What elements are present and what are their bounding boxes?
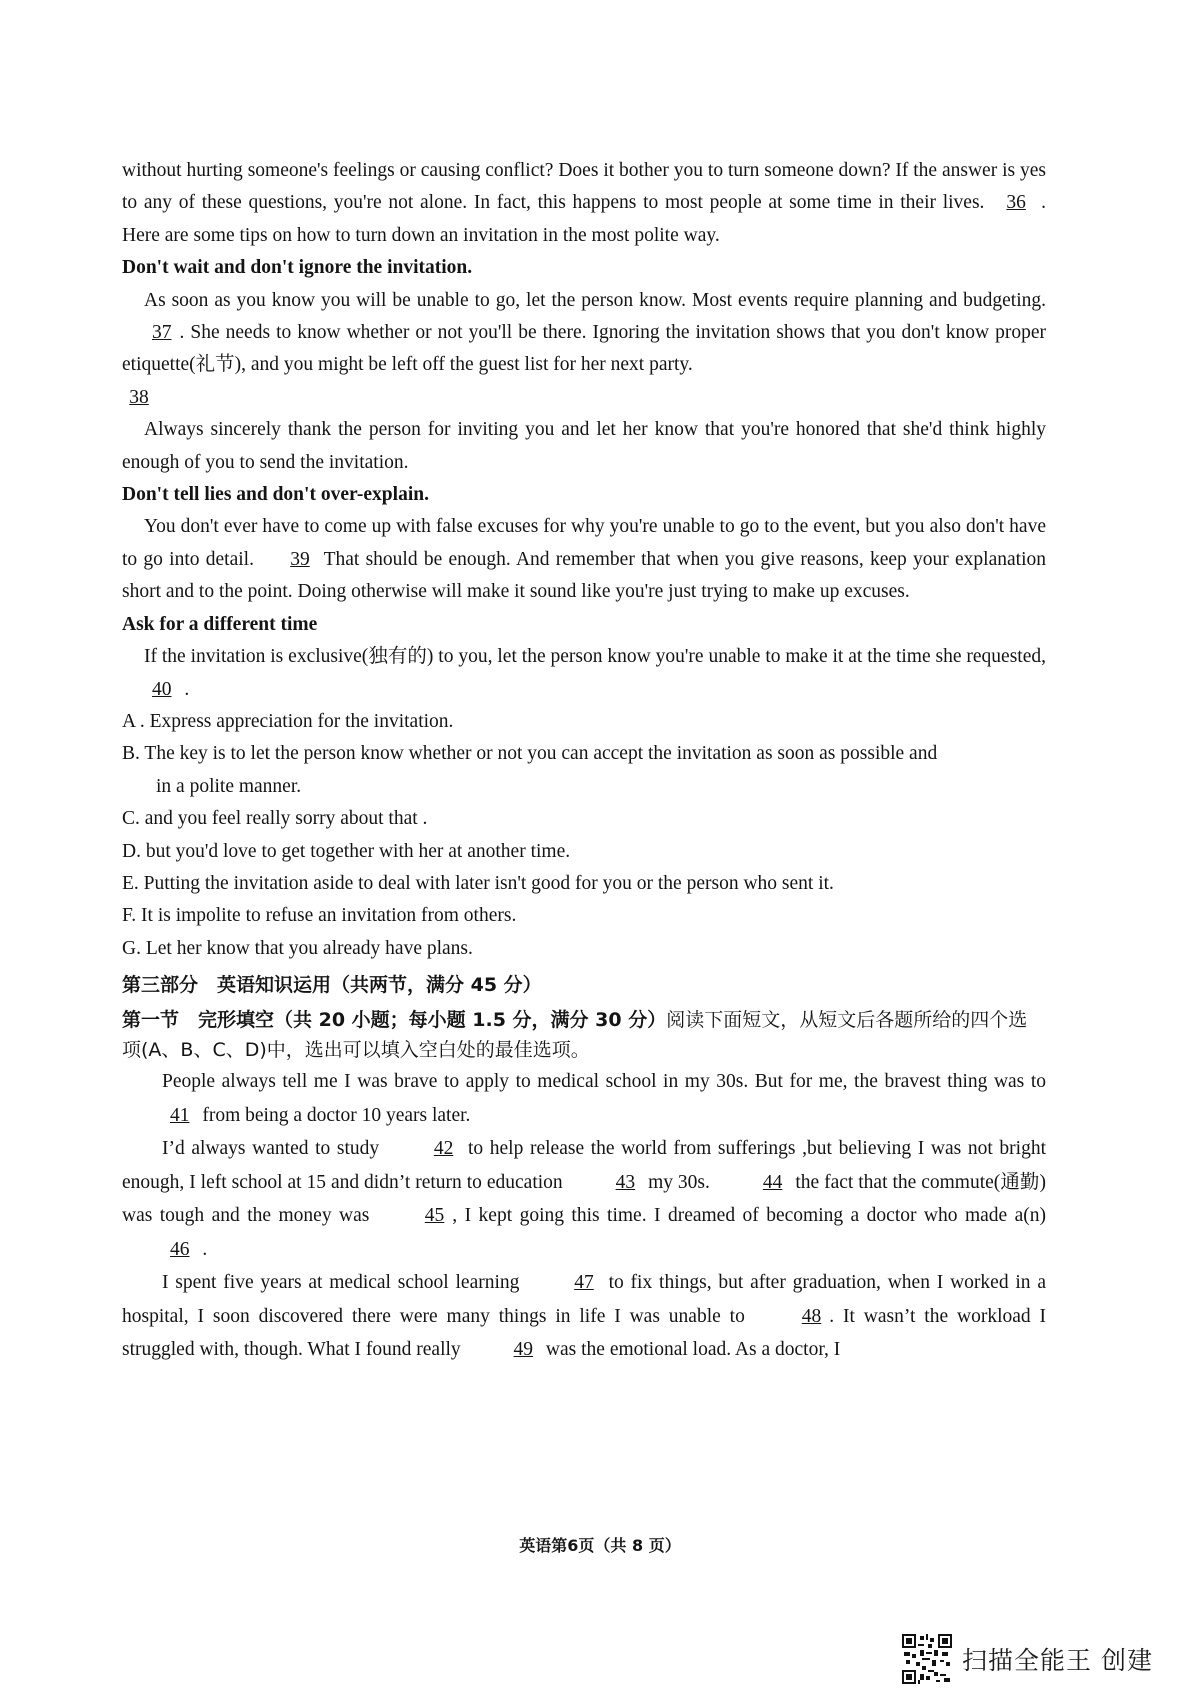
blank-38: 38 bbox=[129, 386, 149, 408]
option-f: F. It is impolite to refuse an invitation from others. bbox=[122, 905, 517, 927]
text: 第一节 完形填空（共 20 小题；每小题 1.5 分，满分 30 分） bbox=[122, 1009, 667, 1032]
text: I’d always wanted to study bbox=[162, 1138, 380, 1160]
text: . It wasn’t the workload I struggled with, though. What I found really bbox=[122, 1305, 1047, 1361]
blank-39: 39 bbox=[290, 548, 310, 570]
blank-48: 48 bbox=[801, 1305, 822, 1327]
blank-47: 47 bbox=[574, 1272, 594, 1294]
heading-different-time: Ask for a different time bbox=[122, 613, 318, 635]
text: my 30s. bbox=[648, 1171, 710, 1193]
heading-dont-wait: Don't wait and don't ignore the invitation. bbox=[122, 257, 473, 279]
paragraph-dont-wait bbox=[122, 285, 1046, 382]
intro-paragraph bbox=[122, 155, 1046, 252]
part3-title: 第三部分 英语知识运用（共两节，满分 45 分） bbox=[122, 974, 542, 997]
text: . She needs to know whether or not you'll be there. Ignoring the invitation shows that you don't know proper etiquette(礼节), and you might be left off the guest list for her next party. bbox=[122, 322, 1046, 376]
option-b bbox=[122, 738, 1046, 803]
cloze-paragraph-1 bbox=[122, 1065, 1046, 1132]
blank-42: 42 bbox=[433, 1138, 454, 1160]
text: from being a doctor 10 years later. bbox=[202, 1104, 471, 1126]
intro-text: without hurting someone's feelings or causing conflict? Does it bother you to turn someone down? If the answer is yes to any of these questions, you're not alone. In fact, this happens to most people at some time in their lives. bbox=[122, 160, 1046, 214]
text: in a polite manner. bbox=[156, 775, 302, 797]
text: to fix things, but after graduation, when I worked in a hospital, I soon discovered there were many things in life I was unable to bbox=[122, 1272, 1047, 1327]
text: , I kept going this time. I dreamed of becoming a doctor who made a(n) bbox=[452, 1205, 1047, 1227]
text: People always tell me I was brave to apply to medical school in my 30s. But for me, the bravest thing was to bbox=[162, 1071, 1046, 1093]
blank-46: 46 bbox=[170, 1238, 190, 1260]
cloze-paragraph-3 bbox=[122, 1266, 1046, 1367]
text: to help release the world from sufferings ,but believing I was not bright enough, I left school at 15 and didn’t return to education bbox=[122, 1138, 1047, 1193]
intro-text-end: . Here are some tips on how to turn down an invitation in the most polite way. bbox=[122, 192, 1046, 246]
paragraph-thank: Always sincerely thank the person for inviting you and let her know that you're honored that she'd think highly enough of you to send the invitation. bbox=[122, 419, 1046, 473]
option-c: C. and you feel really sorry about that . bbox=[122, 808, 428, 830]
qr-code-icon bbox=[902, 1634, 952, 1684]
blank-45: 45 bbox=[424, 1205, 445, 1227]
text: the fact that the commute(通勤) was tough and the money was bbox=[122, 1171, 1046, 1227]
page-footer: 英语第6页（共 8 页） bbox=[519, 1536, 681, 1555]
cloze-paragraph-2 bbox=[122, 1132, 1046, 1266]
heading-38 bbox=[122, 382, 1046, 414]
option-e: E. Putting the invitation aside to deal with later isn't good for you or the person who sent it. bbox=[122, 872, 834, 894]
blank-40: 40 bbox=[152, 678, 172, 700]
text: was the emotional load. As a doctor, I bbox=[545, 1339, 841, 1361]
text: That should be enough. And remember that when you give reasons, keep your explanation short and to the point. Doing otherwise will make it sound like you're just trying to make up excuses. bbox=[122, 548, 1046, 603]
option-d: D. but you'd love to get together with her at another time. bbox=[122, 840, 571, 862]
text: I spent five years at medical school learning bbox=[162, 1272, 520, 1294]
text: B. The key is to let the person know whether or not you can accept the invitation as soon as possible and bbox=[122, 743, 938, 765]
blank-49: 49 bbox=[513, 1339, 534, 1361]
text: . bbox=[184, 678, 190, 700]
watermark-text: 扫描全能王 创建 bbox=[962, 1646, 1153, 1675]
heading-dont-lie: Don't tell lies and don't over-explain. bbox=[122, 484, 429, 506]
text: You don't ever have to come up with false excuses for why you're unable to go to the event, but you also don't have to go into detail. bbox=[122, 516, 1046, 570]
text: As soon as you know you will be unable to go, let the person know. Most events require planning and budgeting. bbox=[144, 289, 1046, 311]
option-g: G. Let her know that you already have plans. bbox=[122, 937, 473, 959]
blank-41: 41 bbox=[170, 1104, 190, 1126]
text: . bbox=[202, 1238, 208, 1260]
scanner-watermark bbox=[902, 1633, 1153, 1685]
text: If the invitation is exclusive(独有的) to you, let the person know you're unable to make it at the time she requested, bbox=[144, 646, 1046, 668]
cloze-passage bbox=[122, 1065, 1046, 1367]
exam-page bbox=[122, 155, 1046, 1367]
blank-37: 37 bbox=[152, 322, 172, 344]
text: 阅读下面短文，从短文后各题所给的四个选项(A、B、C、D)中，选出可以填入空白处的最佳选项。 bbox=[122, 1009, 1028, 1062]
section1-instructions bbox=[122, 1005, 1046, 1065]
blank-44: 44 bbox=[762, 1171, 783, 1193]
blank-36: 36 bbox=[1006, 192, 1026, 214]
option-a: A . Express appreciation for the invitation. bbox=[122, 710, 454, 732]
paragraph-dont-lie bbox=[122, 511, 1046, 608]
blank-43: 43 bbox=[615, 1171, 636, 1193]
paragraph-different-time bbox=[122, 641, 1046, 706]
